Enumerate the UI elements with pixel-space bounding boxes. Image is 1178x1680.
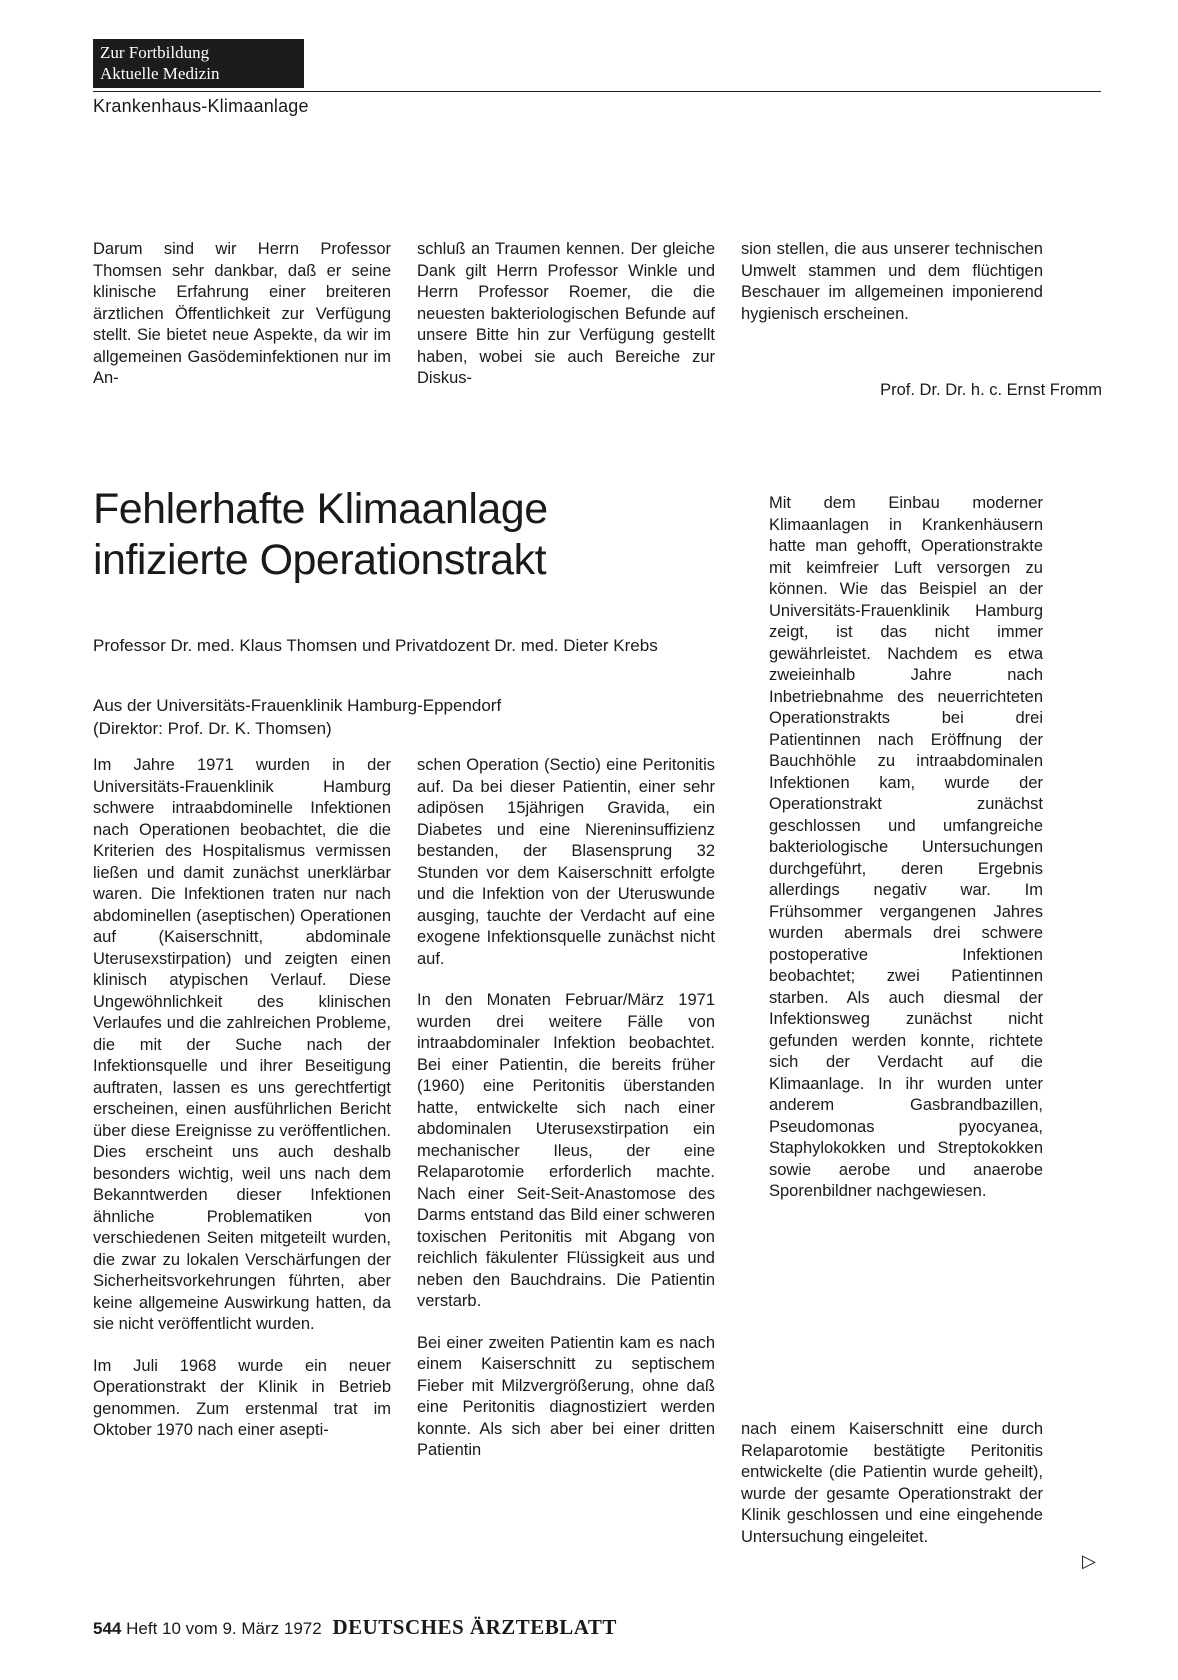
page-number: 544 bbox=[93, 1619, 122, 1638]
preface-text-1: Darum sind wir Herrn Professor Thomsen sehr dankbar, daß er seine klinische Erfahrung einer breiteren ärztlichen Öffentlichkeit zur Verfügung stellt. Sie bietet neue Aspekte, da wir im allgemeinen Gasödeminfektionen nur im An- bbox=[93, 240, 391, 387]
body-col2-paragraph-3: Bei einer zweiten Patientin kam es nach einem Kaiserschnitt zu septischem Fieber mit Milzvergrößerung, ohne daß eine Peritonitis diagnostiziert werden konnte. Als sich aber bei einer dritten Patientin bbox=[417, 1333, 715, 1459]
issue-info: Heft 10 vom 9. März 1972 bbox=[126, 1619, 322, 1638]
section-label: Krankenhaus-Klimaanlage bbox=[93, 96, 309, 116]
body-col3-paragraph-1: nach einem Kaiserschnitt eine durch Relaparotomie bestätigte Peritonitis entwickelte (die Patientin wurde geheilt), wurde der gesamte Operationstrakt der Klinik geschlossen und eine eingehende Untersuchung eingeleitet. bbox=[741, 1420, 1043, 1546]
magazine-name: DEUTSCHES ÄRZTEBLATT bbox=[332, 1615, 617, 1639]
preface-text-2: schluß an Traumen kennen. Der gleiche Dank gilt Herrn Professor Winkle und Herrn Professor Roemer, die die neuesten bakteriologischen Befunde auf unsere Bitte hin zur Verfügung gestellt haben, wobei sie auch Bereiche zur Diskus- bbox=[417, 240, 715, 387]
article-authors: Professor Dr. med. Klaus Thomsen und Privatdozent Dr. med. Dieter Krebs bbox=[93, 636, 658, 655]
page-footer bbox=[93, 1615, 617, 1640]
body-col2-paragraph-1: schen Operation (Sectio) eine Peritonitis auf. Da bei dieser Patientin, einer sehr adipösen 15jährigen Gravida, ein Diabetes und eine Niereninsuffizienz bestanden, der Blasensprung 32 Stunden vor dem Kaiserschnitt erfolgte und die Infektion von der Uteruswunde ausging, tauchte der Verdacht auf eine exogene Infektionsquelle zunächst nicht auf. bbox=[417, 756, 715, 968]
abstract-text: Mit dem Einbau moderner Klimaanlagen in Krankenhäusern hatte man gehofft, Operationstrakte mit keimfreier Luft versorgen zu können. Wie das Beispiel an der Universitäts-Frauenklinik Hamburg zeigt, ist das nicht immer gewährleistet. Nachdem es etwa zweieinhalb Jahre nach Inbetriebnahme des neuerrichteten Operationstrakts bei drei Patientinnen nach Eröffnung der Bauchhöhle zu intraabdominalen Infektionen kam, wurde der Operationstrakt zunächst geschlossen und umfangreiche bakteriologische Untersuchungen durchgeführt, deren Ergebnis allerdings negativ war. Im Frühsommer vergangenen Jahres wurden abermals drei schwere postoperative Infektionen beobachtet; zwei Patientinnen starben. Als auch diesmal der Infektionsweg zunächst nicht gefunden werden konnte, richtete sich der Verdacht auf die Klimaanlage. In ihr wurden unter anderem Gasbrandbazillen, Pseudomonas pyocyanea, Staphylokokken und Streptokokken sowie aerobe und anaerobe Sporenbildner nachgewiesen. bbox=[769, 494, 1043, 1200]
article-abstract bbox=[769, 493, 1043, 1223]
article-title bbox=[93, 484, 753, 586]
title-line-1: Fehlerhafte Klimaanlage bbox=[93, 485, 548, 533]
article-affiliation bbox=[93, 694, 501, 740]
badge-line-1: Zur Fortbildung bbox=[100, 43, 210, 62]
body-col-2 bbox=[417, 755, 715, 1482]
affiliation-line-2: (Direktor: Prof. Dr. K. Thomsen) bbox=[93, 719, 332, 738]
preface-text-3: sion stellen, die aus unserer technischen Umwelt stammen und dem flüchtigen Beschauer im allgemeinen imponierend hygienisch erscheinen. bbox=[741, 240, 1043, 323]
body-col-1 bbox=[93, 755, 391, 1462]
body-col-3 bbox=[741, 1419, 1043, 1568]
preface-col-1 bbox=[93, 239, 391, 410]
preface-col-2 bbox=[417, 239, 715, 410]
triangle-right-icon: ▷ bbox=[1082, 1551, 1096, 1571]
badge-line-2: Aktuelle Medizin bbox=[100, 64, 220, 83]
body-col1-paragraph-1: Im Jahre 1971 wurden in der Universitäts-Frauenklinik Hamburg schwere intraabdominelle Infektionen nach Operationen beobachtet, die die Kriterien des Hospitalismus vermissen ließen und damit zunächst unerklärbar waren. Die Infektionen traten nur nach abdominellen (aseptischen) Operationen auf (Kaiserschnitt, abdominale Uterusexstirpation) und zeigten einen klinisch atypischen Verlauf. Diese Ungewöhnlichkeit des klinischen Verlaufes und die zahlreichen Probleme, die mit der Suche nach der Infektionsquelle und ihrer Beseitigung auftraten, lassen es uns gerechtfertigt erscheinen, einen ausführlichen Bericht über diese Ereignisse zu veröffentlichen. Dies erscheint uns auch deshalb besonders wichtig, weil uns nach dem Bekanntwerden dieser Infektionen ähnliche Problematiken von verschiedenen Seiten mitgeteilt wurden, die zwar zu lokalen Verschärfungen der Sicherheitsvorkehrungen führten, aber keine allgemeine Auswirkung hatten, da sie nicht veröffentlicht wurden. bbox=[93, 756, 391, 1333]
affiliation-line-1: Aus der Universitäts-Frauenklinik Hamburg-Eppendorf bbox=[93, 696, 502, 715]
preface-col-3 bbox=[741, 239, 1043, 345]
body-col2-paragraph-2: In den Monaten Februar/März 1971 wurden drei weitere Fälle von intraabdominaler Infektion beobachtet. Bei einer Patientin, die bereits früher (1960) eine Peritonitis überstanden hatte, entwickelte sich nach einer abdominalen Uterusexstirpation ein mechanischer Ileus, der eine Relaparotomie erforderlich machte. Nach einer Seit-Seit-Anastomose des Darms entstand das Bild einer schweren toxischen Peritonitis mit Abgang von reichlich fäkulenter Flüssigkeit aus und neben den Bauchdrains. Die Patientin verstarb. bbox=[417, 991, 715, 1310]
body-col1-paragraph-2: Im Juli 1968 wurde ein neuer Operationstrakt der Klinik in Betrieb genommen. Zum erstenmal trat im Oktober 1970 nach einer asepti- bbox=[93, 1356, 391, 1439]
header-rule bbox=[93, 91, 1101, 92]
section-badge bbox=[93, 39, 304, 88]
title-line-2: infizierte Operationstrakt bbox=[93, 536, 547, 584]
preface-signature: Prof. Dr. Dr. h. c. Ernst Fromm bbox=[880, 381, 1102, 399]
